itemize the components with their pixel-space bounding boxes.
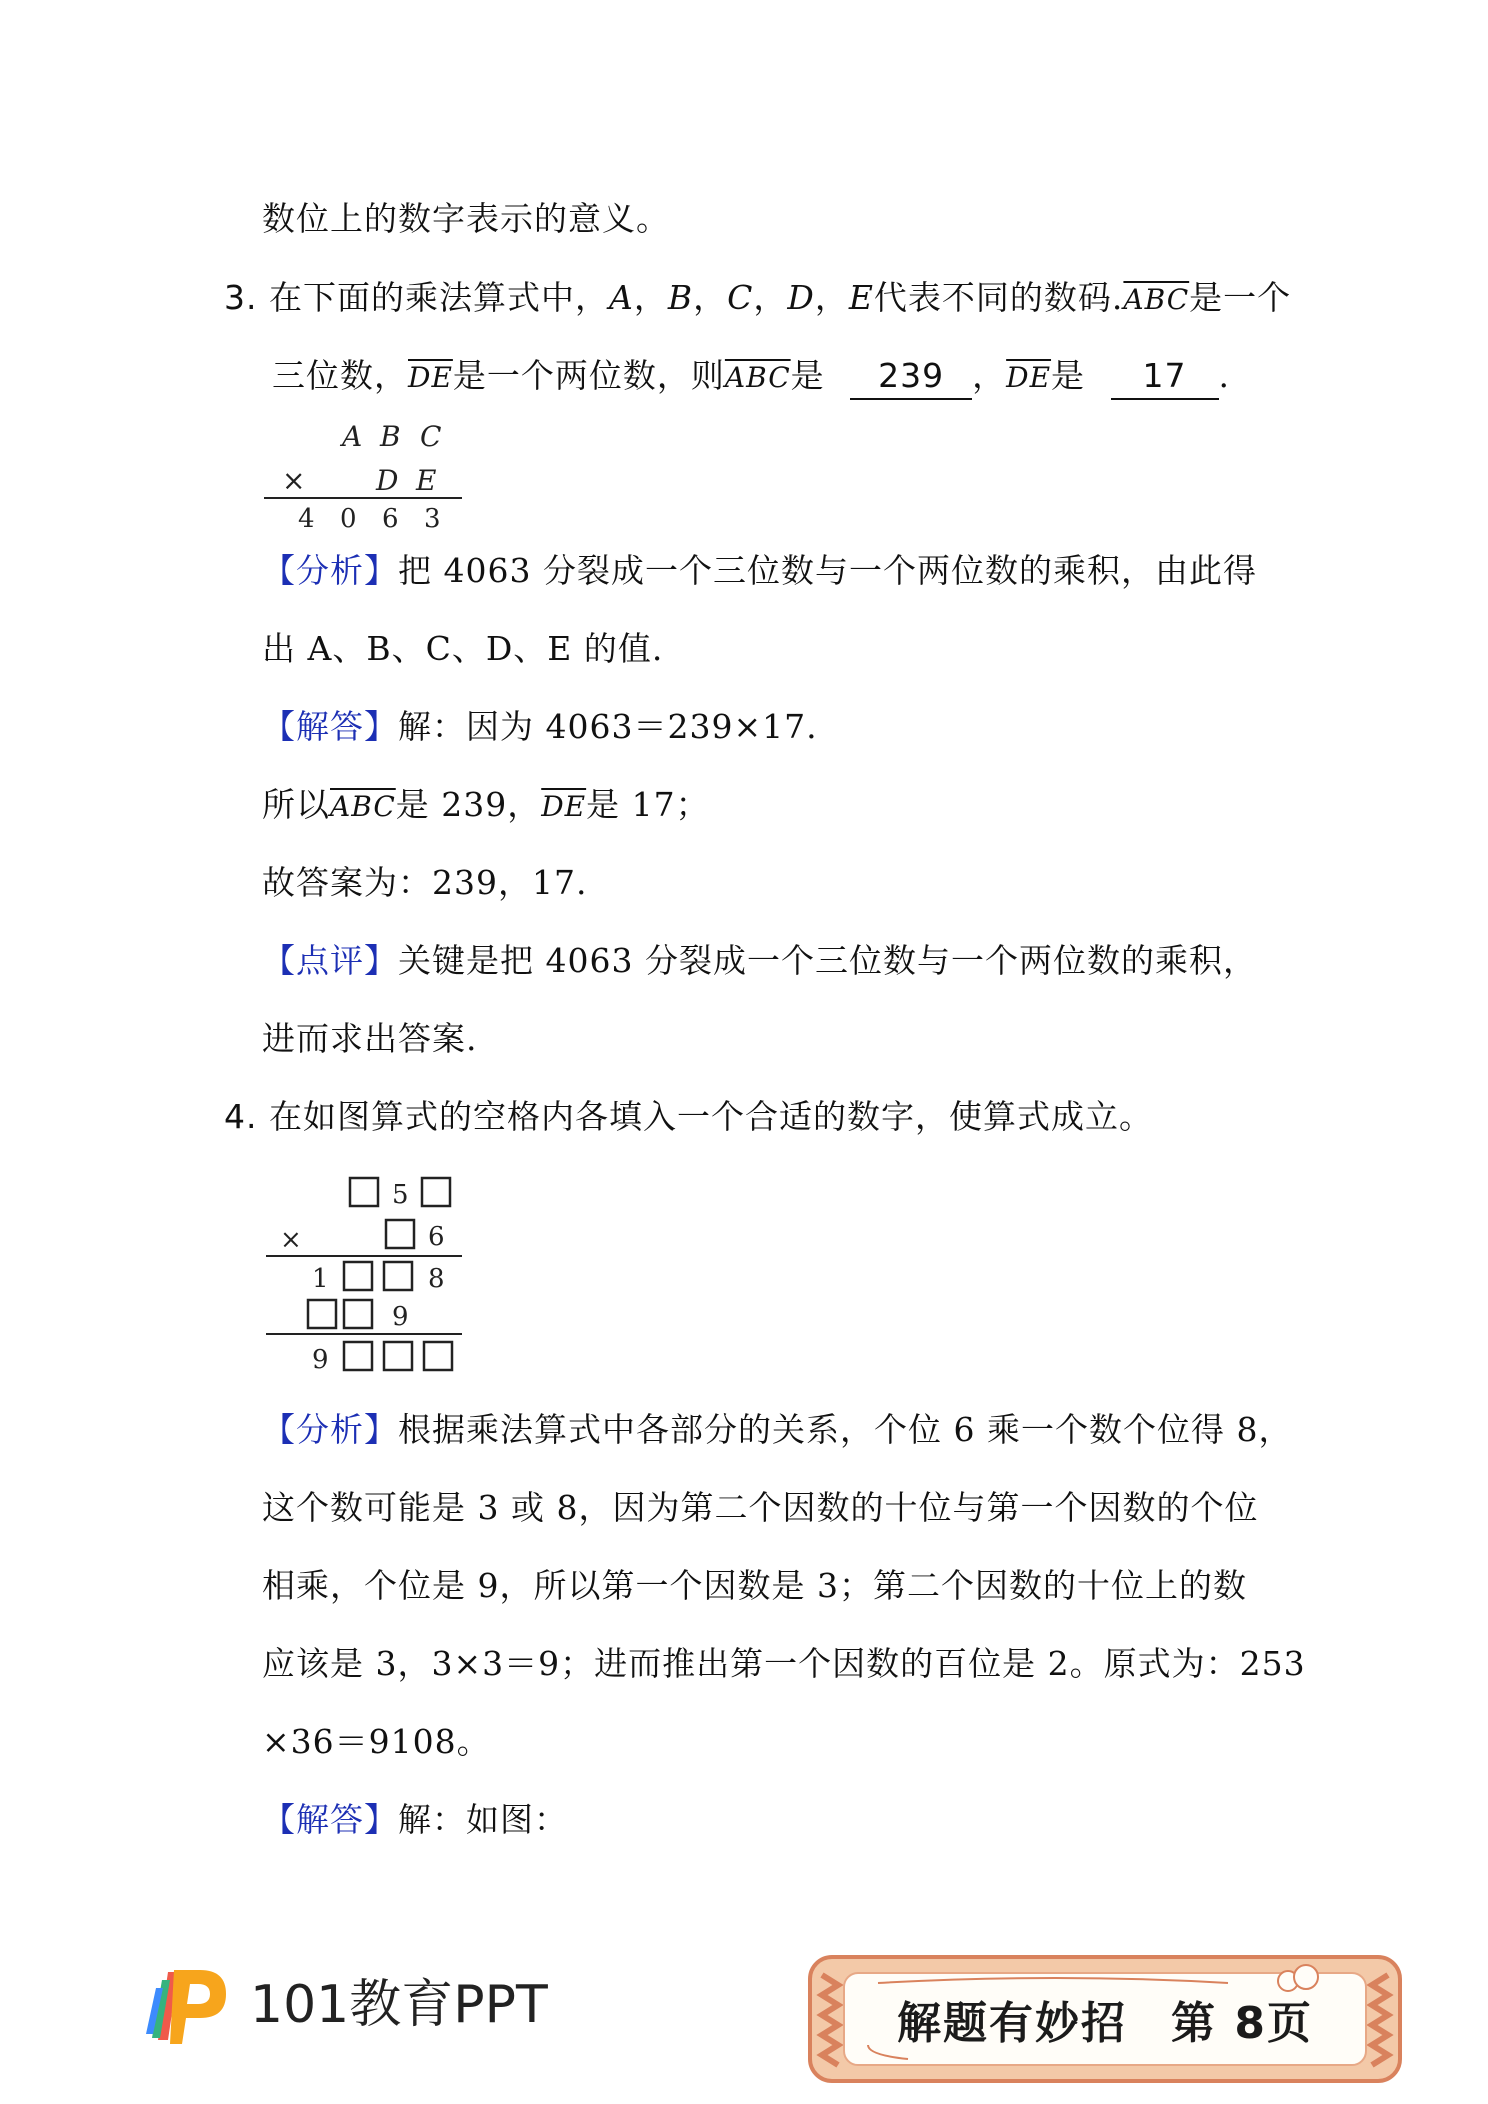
q3-line2-a: 三位数， [272,356,408,395]
q4-stem: 在如图算式的空格内各填入一个合适的数字，使算式成立。 [269,1097,1153,1136]
q3-fig-r0: 4 [298,504,315,534]
badge-page-number: 第 8页 [1171,1998,1313,2049]
q3-solution-line2 [262,783,710,829]
q4-blank-box [344,1300,372,1328]
q3-comment-tag: 【点评】 [262,941,398,980]
q3-stem-a: 在下面的乘法算式中， [269,278,609,317]
q3-comment-line1 [262,939,1257,983]
q3-fig-e: E [416,464,437,497]
q4-solution-text1: 解：如图： [398,1800,568,1839]
q3-letter-c: C [727,278,754,317]
q4-analysis-line1 [262,1408,1292,1452]
q4-fig-row4-end: 9 [392,1302,409,1332]
q3-multiplication-figure [262,412,482,536]
q3-comment-text1: 关键是把 4063 分裂成一个三位数与一个两位数的乘积， [398,941,1257,980]
q4-fig-times: × [280,1225,302,1255]
q4-solution-line1 [262,1798,568,1842]
q3-solution-line3: 故答案为：239，17. [262,863,588,902]
q3-solution-line1 [262,705,818,749]
q4-solution-tag: 【解答】 [262,1800,398,1839]
logo-text: 101教育PPT [250,1975,548,2035]
q4-blank-box [384,1342,412,1370]
q4-analysis-line2: 这个数可能是 3 或 8，因为第二个因数的十位与第一个因数的个位 [262,1488,1259,1527]
q3-comment-line2: 进而求出答案. [262,1019,478,1058]
q4-fig-row3-end: 8 [428,1264,445,1294]
q4-blank-box [344,1342,372,1370]
q3-analysis-tag: 【分析】 [262,551,398,590]
q4-multiplication-figure [262,1170,482,1382]
q3-abc-overline-2: $\overline{ABC}$ [724,361,791,394]
q3-line2-c: 是 [790,356,825,395]
q4-number: 4. [224,1097,258,1136]
q3-fig-c: C [420,420,442,453]
q3-line2-b: 是一个两位数，则 [452,356,725,395]
q4-blank-box [384,1262,412,1290]
q3-solution-l2-b: 是 239， [395,785,542,824]
q3-answer2-blank: 17 [1111,354,1219,400]
q3-line2-e: 是 [1051,356,1086,395]
q3-fig-b: B [380,420,401,453]
q3-solution-l2-a: 所以 [262,785,330,824]
q4-fig-row2-digit: 6 [428,1222,445,1252]
q3-solution-l2-c: 是 17； [586,785,710,824]
q4-blank-box [386,1220,414,1248]
q3-stem-c: 是一个 [1189,278,1292,317]
q3-analysis-line1 [262,549,1257,593]
q3-abc-overline: $\overline{ABC}$ [1123,283,1190,316]
q3-fig-times: × [282,464,306,497]
q3-solution-text1: 解：因为 4063＝239×17. [398,707,818,746]
q4-analysis-line3: 相乘，个位是 9，所以第一个因数是 3；第二个因数的十位上的数 [262,1566,1247,1605]
q3-letter-a: A [609,278,634,317]
q4-blank-box [422,1178,450,1206]
q3-solution-abc: $\overline{ABC}$ [330,790,396,823]
q4-analysis-text1: 根据乘法算式中各部分的关系，个位 6 乘一个数个位得 8， [398,1410,1293,1449]
q4-blank-box [344,1262,372,1290]
q3-solution-tag: 【解答】 [262,707,398,746]
q3-answer1-blank: 239 [850,354,972,400]
intro-line: 数位上的数字表示的意义。 [262,199,670,238]
badge-title: 解题有妙招 [897,1998,1128,2049]
q4-fig-row1-digit: 5 [392,1180,409,1210]
q3-fig-a: A [342,420,363,453]
q3-fig-d: D [376,464,399,497]
q3-analysis-text1: 把 4063 分裂成一个三位数与一个两位数的乘积，由此得 [398,551,1257,590]
q4-blank-box [424,1342,452,1370]
q3-fig-r2: 6 [382,504,399,534]
q3-analysis-line2: 出 A、B、C、D、E 的值. [262,629,664,668]
q4-analysis-line4: 应该是 3，3×3＝9；进而推出第一个因数的百位是 2。原式为：253 [262,1644,1306,1683]
q3-fig-r1: 0 [340,504,357,534]
q3-line2-f: . [1218,356,1231,395]
q4-stem-line [224,1095,1153,1139]
q3-letter-e: E [848,278,874,317]
q3-stem-line2 [272,354,1230,400]
q3-stem-line1: 3. 在下面的乘法算式中，A，B，C，D，E代表不同的数码$.\overline{ABC}$是一个 [224,278,1292,317]
q4-blank-box [308,1300,336,1328]
q3-letter-d: D [787,278,815,317]
q3-letter-b: B [667,278,694,317]
q3-stem-b: 代表不同的数码. [873,278,1124,317]
badge-text [808,1955,1402,2083]
q3-de-overline: $\overline{DE}$ [408,361,453,394]
q4-analysis-tag: 【分析】 [262,1410,398,1449]
q3-de-overline-2: $\overline{DE}$ [1006,361,1052,394]
q4-blank-box [350,1178,378,1206]
q4-fig-row5-lead: 9 [312,1345,329,1375]
q4-analysis-line5: ×36＝9108。 [262,1722,491,1761]
q3-line2-d: ， [972,356,1007,395]
q4-fig-row3-lead: 1 [312,1264,329,1294]
p-logo-icon [138,1960,238,2050]
q3-number: 3. [224,278,258,317]
q3-solution-de: $\overline{DE}$ [541,790,587,823]
q3-fig-r3: 3 [424,504,441,534]
